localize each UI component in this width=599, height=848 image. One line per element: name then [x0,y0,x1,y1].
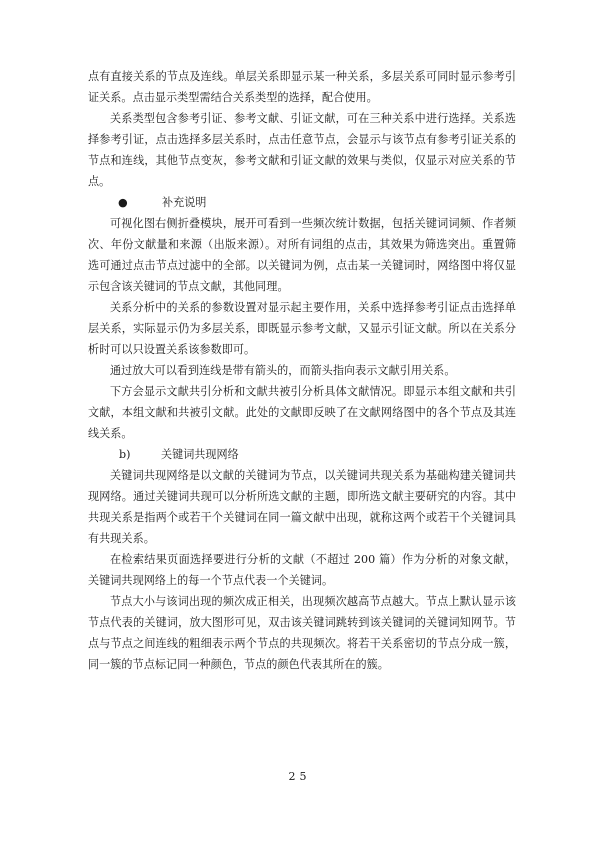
bullet-heading [88,192,516,213]
paragraph-keyword-selection: 在检索结果页面选择要进行分析的文献（不超过 200 篇）作为分析的对象文献，关键词共现网络上的每一个节点代表一个关键词。 [88,553,516,587]
paragraph-relationship-types: 关系类型包含参考引证、参考文献、引证文献，可在三种关系中进行选择。关系选择参考引证，点击选择多层关系时，点击任意节点，会显示与该节点有参考引证关系的节点和连线，其他节点变灰，参考文献和引证文献的效果与类似，仅显示对应关系的节点。 [88,112,516,188]
page-number: 25 [288,770,311,783]
paragraph-keyword-network-intro: 关键词共现网络是以文献的关键词为节点，以关键词共现关系为基础构建关键词共现网络。通过关键词共现可以分析所选文献的主题，即所选文献主要研究的内容。其中共现关系是指两个或若干个关键词在同一篇文献中出现，就称这两个或若干个关键词具有共现关系。 [88,469,516,545]
paragraph-relationship-display: 点有直接关系的节点及连线。单层关系即显示某一种关系，多层关系可同时显示参考引证关系。点击显示类型需结合关系类型的选择，配合使用。 [88,70,516,104]
paragraph-statistics-panel: 可视化图右侧折叠模块，展开可看到一些频次统计数据，包括关键词词频、作者频次、年份文献量和来源（出版来源）。对所有词组的点击，其效果为筛选突出。重置筛选可通过点击节点过滤中的全部。以关键词为例，点击某一关键词时，网络图中将仅显示包含该关键词的节点文献，其他同理。 [88,217,516,293]
bullet-heading-text: 补充说明 [162,196,207,209]
sub-heading-text: 关键词共现网络 [161,448,239,461]
paragraph-node-size: 节点大小与该词出现的频次成正相关，出现频次越高节点越大。节点上默认显示该节点代表的关键词，放大图形可见，双击该关键词跳转到该关键词的关键词知网节。节点与节点之间连线的粗细表示两个节点的共现频次。将若干关系密切的节点分成一簇，同一簇的节点标记同一种颜色，节点的颜色代表其所在的簇。 [88,595,516,671]
paragraph-arrows: 通过放大可以看到连线是带有箭头的，而箭头指向表示文献引用关系。 [110,364,456,377]
paragraph-parameter-settings: 关系分析中的关系的参数设置对显示起主要作用，关系中选择参考引证点击选择单层关系，实际显示仍为多层关系，即既显示参考文献，又显示引证文献。所以在关系分析时可以只设置关系该参数即可。 [88,301,516,356]
paragraph-cocitation: 下方会显示文献共引分析和文献共被引分析具体文献情况。即显示本组文献和共引文献，本组文献和共被引文献。此处的文献即反映了在文献网络图中的各个节点及其连线关系。 [88,385,516,440]
sub-heading [88,444,516,465]
page-body [88,66,516,675]
sub-heading-marker: b) [119,448,131,461]
bullet-icon: ● [118,196,128,209]
